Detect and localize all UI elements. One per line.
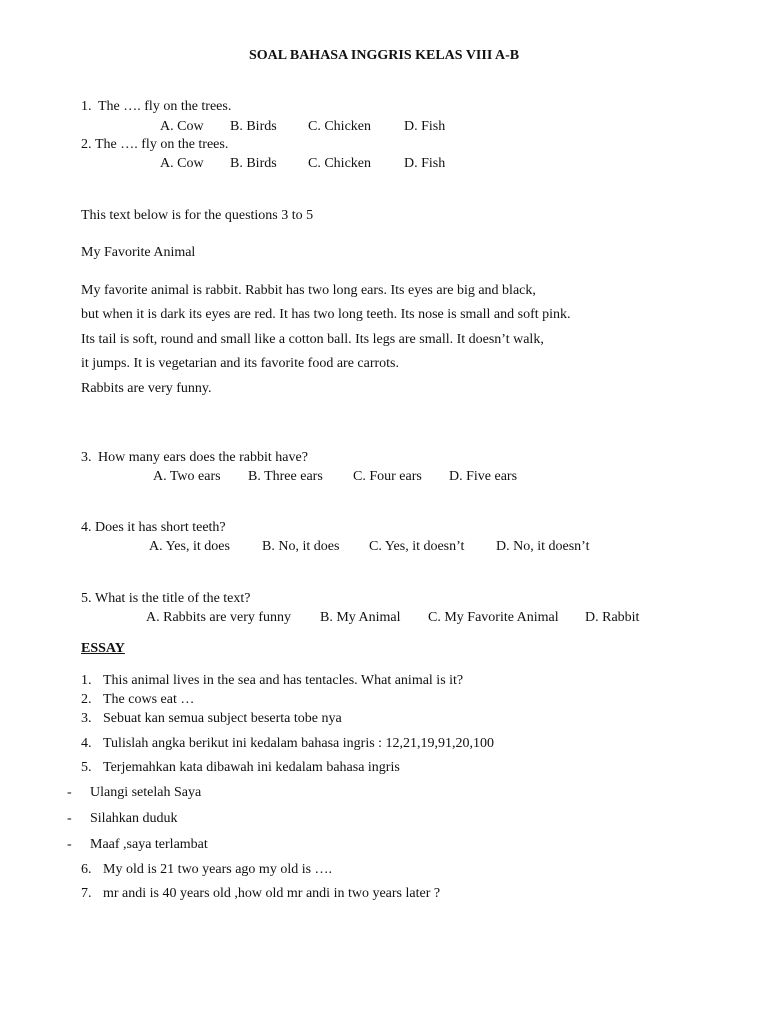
essay-item-7-text: mr andi is 40 years old ,how old mr andi in two years later ? [103,886,441,901]
essay-item-2-text: The cows eat … [103,692,195,707]
reading-line-2: but when it is dark its eyes are red. It has two long teeth. Its nose is small and soft pink. [81,307,571,322]
reading-line-1: My favorite animal is rabbit. Rabbit has two long ears. Its eyes are big and black, [81,283,536,298]
essay-item-4-number: 4. [81,736,92,751]
essay-sub-item-1-text: Ulangi setelah Saya [90,785,202,800]
question-5-option-a: A. Rabbits are very funny [146,610,292,625]
question-4-option-a: A. Yes, it does [149,539,230,554]
essay-item-1-number: 1. [81,673,92,688]
reading-line-3: Its tail is soft, round and small like a cotton ball. Its legs are small. It doesn’t walk, [81,332,544,347]
question-4-text: Does it has short teeth? [95,520,226,535]
essay-item-5-text: Terjemahkan kata dibawah ini kedalam bahasa ingris [103,760,400,775]
essay-item-3-text: Sebuat kan semua subject beserta tobe nya [103,711,342,726]
question-3-option-a: A. Two ears [153,469,221,484]
question-5-text: What is the title of the text? [95,591,251,606]
question-4-option-c: C. Yes, it doesn’t [369,539,465,554]
question-3-option-b: B. Three ears [248,469,323,484]
question-1-option-d: D. Fish [404,119,446,134]
essay-item-3-number: 3. [81,711,92,726]
question-4-option-b: B. No, it does [262,539,340,554]
essay-item-6-text: My old is 21 two years ago my old is …. [103,862,333,877]
essay-sub-item-1-dash: - [67,785,72,800]
question-5-number: 5. [81,591,92,606]
essay-sub-item-3-dash: - [67,837,72,852]
question-5-option-d: D. Rabbit [585,610,640,625]
reading-heading: My Favorite Animal [81,245,196,260]
essay-sub-item-3-text: Maaf ,saya terlambat [90,837,208,852]
question-4-number: 4. [81,520,92,535]
reading-line-5: Rabbits are very funny. [81,381,212,396]
question-3-option-c: C. Four ears [353,469,422,484]
question-3-number: 3. [81,450,92,465]
question-2-option-a: A. Cow [160,156,204,171]
question-2-number: 2. [81,137,92,152]
essay-heading: ESSAY [81,641,125,656]
question-1-number: 1. [81,99,92,114]
essay-item-4-text: Tulislah angka berikut ini kedalam bahasa ingris : 12,21,19,91,20,100 [103,736,495,751]
question-1-option-a: A. Cow [160,119,204,134]
page-title: SOAL BAHASA INGGRIS KELAS VIII A-B [249,48,520,63]
essay-item-1-text: This animal lives in the sea and has tentacles. What animal is it? [103,673,464,688]
question-5-option-c: C. My Favorite Animal [428,610,559,625]
essay-item-6-number: 6. [81,862,92,877]
question-3-text: How many ears does the rabbit have? [98,450,308,465]
question-1-option-c: C. Chicken [308,119,371,134]
essay-item-2-number: 2. [81,692,92,707]
question-2-option-b: B. Birds [230,156,277,171]
question-5-option-b: B. My Animal [320,610,401,625]
essay-sub-item-2-text: Silahkan duduk [90,811,178,826]
essay-sub-item-2-dash: - [67,811,72,826]
essay-item-5-number: 5. [81,760,92,775]
question-2-text: The …. fly on the trees. [95,137,229,152]
question-2-option-c: C. Chicken [308,156,371,171]
question-1-text: The …. fly on the trees. [98,99,232,114]
reading-line-4: it jumps. It is vegetarian and its favorite food are carrots. [81,356,400,371]
question-4-option-d: D. No, it doesn’t [496,539,590,554]
question-3-option-d: D. Five ears [449,469,518,484]
question-2-option-d: D. Fish [404,156,446,171]
reading-intro: This text below is for the questions 3 to 5 [81,208,314,223]
question-1-option-b: B. Birds [230,119,277,134]
essay-item-7-number: 7. [81,886,92,901]
